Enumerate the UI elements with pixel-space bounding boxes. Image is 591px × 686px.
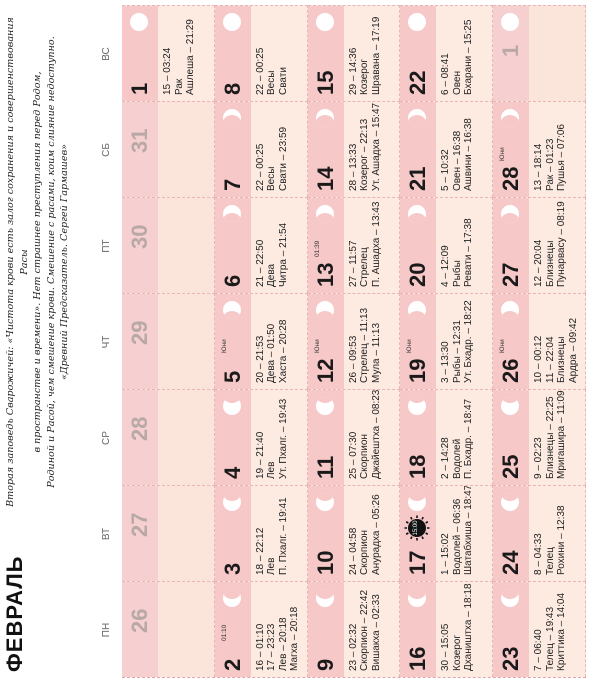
day-number: 3 (219, 562, 245, 575)
moon-phase-icon (223, 397, 241, 415)
event-line: Пушья – 07:06 (556, 124, 568, 191)
day-number: 8 (219, 82, 245, 95)
day-cell (493, 5, 586, 101)
event-line: 7 – 06:40 (533, 629, 545, 671)
weekday-6: СБ (101, 143, 112, 157)
day-number: 16 (405, 646, 431, 671)
moon-phase-icon (130, 13, 148, 31)
event-line: 4 – 12:09 (440, 245, 452, 287)
moon-shadow (316, 213, 334, 223)
event-line: Водолей – 06:36 (451, 498, 463, 575)
day-events (440, 106, 475, 191)
eclipse-icon (404, 515, 430, 541)
day-events (255, 394, 290, 479)
event-line: 16 – 01:10 (254, 623, 266, 671)
day-cell (215, 581, 308, 677)
day-cell (400, 197, 493, 293)
event-line: Дева – 01:50 (266, 323, 278, 383)
day-number: 5 (219, 370, 245, 383)
moon-shadow (501, 115, 519, 127)
moon-phase-icon (501, 205, 519, 223)
epigraph (4, 6, 72, 518)
event-line: Рыбы (451, 260, 463, 287)
day-number: 26 (498, 358, 524, 383)
event-line: Ашвини – 16:38 (463, 118, 475, 191)
day-events (533, 298, 579, 383)
event-line: Хаста – 20:28 (277, 319, 289, 383)
event-line: Телец (544, 547, 556, 575)
moon-phase-icon (223, 493, 241, 511)
epigraph-line: Родиной и Расой, чем смешение крови. Смешение с расами, коим слияние недоступно. (45, 36, 57, 488)
day-number: 24 (498, 550, 524, 575)
event-line: Анурадха – 05:26 (370, 494, 382, 575)
day-number: 28 (127, 416, 152, 441)
moon-shadow (316, 589, 334, 599)
event-line: Скорпион (359, 530, 371, 575)
day-number: 30 (127, 224, 152, 249)
moon-shadow (408, 397, 426, 403)
event-line: Козерог (359, 58, 371, 95)
moon-shadow (501, 213, 519, 223)
event-line: Дева (266, 263, 278, 287)
event-line: Дхаништха – 18:18 (463, 583, 475, 671)
epigraph-line: Вторая заповедь Сварожичей: «Чистота крови есть залог сохранения и совершенствования Расы (5, 17, 30, 507)
time-note: Юни (220, 339, 228, 353)
day-cell (308, 581, 401, 677)
event-line: 19 – 21:40 (254, 431, 266, 479)
day-cell (493, 581, 586, 677)
event-line: Бхарани – 15:25 (463, 19, 475, 95)
moon-phase-icon (316, 109, 334, 127)
day-cell (122, 581, 215, 677)
day-events (255, 202, 290, 287)
event-line: Стрелец (359, 247, 371, 287)
event-line: Весы (266, 166, 278, 191)
day-number: 21 (405, 166, 431, 191)
event-line: Читра – 21:54 (277, 222, 289, 287)
event-line: 5 – 10:32 (440, 149, 452, 191)
day-cell (122, 485, 215, 581)
epigraph-line: в пространстве и времени». Нет страшнее преступления перед Родом, (32, 71, 44, 453)
day-number: 6 (219, 274, 245, 287)
epigraph-line: «Древний Предсказатель. Сергей Гармашев» (59, 143, 71, 381)
event-line: Лев – 20:18 (277, 617, 289, 671)
moon-shadow (223, 115, 241, 127)
day-events (255, 586, 301, 671)
day-events (533, 490, 568, 575)
event-line: 28 – 13:33 (347, 143, 359, 191)
day-events (440, 583, 475, 671)
moon-phase-icon (316, 301, 334, 319)
event-line: Рак (173, 78, 185, 95)
event-line: Ашлеша – 21:29 (185, 19, 196, 95)
moon-shadow (408, 213, 426, 223)
day-events (347, 102, 383, 191)
day-cell (308, 5, 401, 101)
day-number: 11 (312, 455, 338, 479)
event-line: Водолей (451, 438, 463, 479)
moon-shadow (223, 589, 241, 599)
day-events (440, 10, 475, 95)
day-events (255, 490, 290, 575)
time-note: 01:39 (313, 240, 321, 257)
time-note: 01:10 (220, 624, 228, 641)
event-line: Вишакха – 02:33 (370, 594, 382, 671)
event-line: 3 – 13:30 (440, 341, 452, 383)
day-cell (493, 485, 586, 581)
moon-phase-icon (501, 109, 519, 127)
day-cell (122, 293, 215, 389)
event-line: Ут. Бхадр. – 18:22 (463, 300, 475, 383)
event-line: Ардра – 09:42 (567, 317, 579, 383)
day-cell (215, 101, 308, 197)
day-events (440, 394, 475, 479)
day-number: 18 (405, 454, 431, 479)
event-line: 25 – 07:30 (347, 431, 359, 479)
moon-phase-icon (223, 13, 241, 31)
event-line: Козерог – 22:13 (359, 118, 371, 191)
weekday-4: ЧТ (101, 335, 112, 349)
day-cell (308, 293, 401, 389)
event-line: Лев (266, 557, 278, 575)
day-number: 31 (127, 128, 152, 153)
event-line: 2 – 14:28 (440, 437, 452, 479)
moon-phase-icon (316, 13, 334, 31)
event-line: П. Ашадха – 13:43 (370, 201, 382, 287)
day-number: 29 (127, 320, 152, 345)
moon-phase-icon (408, 205, 426, 223)
moon-phase-icon (316, 397, 334, 415)
event-line: Рак – 01:23 (544, 138, 556, 191)
time-note: Юни (499, 147, 507, 161)
day-cell (122, 389, 215, 485)
day-events (348, 10, 383, 95)
day-number: 2 (219, 658, 245, 671)
event-line: Овен – 16:38 (451, 130, 463, 191)
day-number: 26 (127, 608, 152, 633)
event-line: 15 – 03:24 (162, 47, 173, 95)
day-number: 19 (405, 358, 431, 383)
moon-phase-icon (408, 301, 426, 319)
day-number: 7 (219, 178, 245, 191)
day-events (533, 586, 568, 671)
moon-shadow (501, 493, 519, 501)
day-cell (493, 197, 586, 293)
event-line: Рыбы – 12:31 (451, 320, 463, 383)
event-line: 20 – 21:53 (254, 335, 266, 383)
event-line: Ут. Пхалг. – 19:43 (277, 398, 289, 479)
day-number: 17 (405, 550, 431, 575)
moon-shadow (408, 311, 426, 319)
day-events (440, 202, 475, 287)
event-line: Криттика – 14:04 (556, 592, 568, 671)
day-cell (308, 389, 401, 485)
moon-shadow (223, 311, 241, 319)
day-events (440, 485, 475, 575)
month-title: ФЕВРАЛЬ (2, 555, 27, 672)
weekday-7: ВС (101, 47, 112, 61)
moon-shadow (223, 213, 241, 223)
day-events (255, 10, 290, 95)
weekday-2: ВТ (101, 527, 112, 541)
event-line: 9 – 02:23 (533, 437, 545, 479)
day-number: 4 (219, 466, 245, 479)
event-line: Свати – 23:59 (277, 126, 289, 191)
event-line: 22 – 00:25 (254, 143, 266, 191)
event-line: Пунарвасу – 08:19 (556, 201, 568, 287)
event-line: 13 – 18:14 (533, 143, 545, 191)
day-events (533, 202, 568, 287)
event-line: 17 – 23:23 (266, 623, 278, 671)
event-line: Мригашира – 11:09 (556, 390, 568, 479)
event-line: Телец – 19:43 (544, 606, 556, 671)
day-cell (308, 485, 401, 581)
event-line: Козерог (451, 634, 463, 671)
moon-phase-icon (316, 493, 334, 511)
day-number: 1 (498, 44, 524, 57)
day-cell (400, 581, 493, 677)
weekday-header (92, 6, 122, 678)
moon-shadow (223, 493, 241, 501)
event-line: Ут. Ашадха – 15:47 (370, 102, 382, 191)
day-number: 20 (405, 262, 431, 287)
event-line: П. Бхадр. – 18:47 (463, 398, 475, 479)
day-cell (400, 485, 493, 581)
moon-shadow (316, 115, 334, 127)
day-cell (122, 101, 215, 197)
event-line: 29 – 14:36 (347, 47, 359, 95)
day-cell (400, 101, 493, 197)
day-number: 27 (127, 512, 152, 537)
event-line: Джайештха – 08:23 (370, 389, 382, 479)
weekday-5: ПТ (101, 239, 112, 253)
moon-shadow (223, 397, 241, 403)
moon-phase-icon (223, 589, 241, 607)
moon-shadow (316, 493, 334, 501)
time-note: Юни (406, 339, 414, 353)
day-cell (215, 485, 308, 581)
day-events (440, 298, 475, 383)
day-number: 14 (312, 166, 338, 191)
day-number: 15 (312, 70, 338, 95)
day-cell (400, 389, 493, 485)
event-line: 18 – 22:12 (254, 527, 266, 575)
event-line: 10 – 00:12 (533, 335, 545, 383)
day-number: 22 (405, 70, 431, 95)
day-number: 1 (127, 82, 152, 95)
event-line: Скорпион (359, 434, 371, 479)
event-line: Мула – 11:13 (370, 322, 382, 383)
event-line: Лев (266, 461, 278, 479)
day-events (255, 298, 290, 383)
day-number: 28 (498, 166, 524, 191)
event-line: П. Пхалг. – 19:41 (277, 497, 289, 575)
day-events (533, 106, 568, 191)
event-line: Ревати – 17:38 (463, 218, 475, 287)
day-cell (400, 293, 493, 389)
event-line: 22 – 00:25 (254, 47, 266, 95)
moon-phase-icon (223, 205, 241, 223)
days-grid (122, 5, 586, 678)
event-line: Скорпион – 22:42 (359, 589, 371, 671)
moon-phase-icon (316, 589, 334, 607)
event-line: 30 – 15:05 (440, 623, 452, 671)
day-events (533, 390, 568, 479)
day-cell (215, 5, 308, 101)
moon-shadow (408, 493, 426, 501)
event-line: 27 – 11:57 (347, 240, 359, 287)
day-cell (308, 101, 401, 197)
day-number: 10 (312, 550, 338, 575)
event-line: 11 – 22:04 (544, 336, 556, 383)
day-cell (215, 389, 308, 485)
moon-phase-icon (223, 109, 241, 127)
event-line: Магха – 20:18 (289, 606, 301, 671)
day-number: 12 (312, 358, 338, 383)
day-number: 9 (312, 658, 338, 671)
event-line: Свати (277, 67, 289, 95)
day-number: 27 (498, 262, 524, 287)
moon-shadow (501, 397, 519, 403)
moon-phase-icon (501, 301, 519, 319)
day-events (347, 389, 383, 479)
day-cell (493, 389, 586, 485)
day-cell (122, 5, 215, 101)
day-cell (215, 197, 308, 293)
event-line: Близнецы – 22:25 (544, 396, 556, 479)
event-line: 23 – 02:32 (347, 623, 359, 671)
event-line: 12 – 20:04 (533, 239, 545, 287)
moon-shadow (316, 397, 334, 403)
day-number: 25 (498, 454, 524, 479)
event-line: 8 – 04:33 (533, 533, 545, 575)
moon-shadow (316, 311, 334, 319)
day-events (255, 106, 290, 191)
moon-shadow (501, 589, 519, 599)
moon-shadow (408, 589, 426, 599)
event-line: Близнецы (544, 240, 556, 287)
event-line: Рохини – 12:38 (556, 505, 568, 575)
event-line: 21 – 22:50 (254, 239, 266, 287)
weekday-3: СР (101, 431, 112, 445)
event-line: 24 – 04:58 (347, 527, 359, 575)
day-events (348, 586, 383, 671)
time-note: Юни (313, 339, 321, 353)
day-cell (308, 197, 401, 293)
eclipse-time: 15:00 (413, 520, 420, 536)
event-line: Шатабхиша – 18:47 (463, 485, 475, 575)
day-events (162, 10, 197, 95)
day-number: 13 (312, 262, 338, 287)
event-line: 26 – 09:53 (347, 335, 359, 383)
day-events (348, 202, 383, 287)
weekday-1: ПН (101, 622, 112, 638)
event-line: 1 – 15:02 (440, 533, 452, 575)
moon-phase-icon (408, 109, 426, 127)
event-line: Шравана – 17:19 (370, 16, 382, 95)
day-cell (493, 293, 586, 389)
moon-shadow (501, 311, 519, 319)
day-cell (400, 5, 493, 101)
day-cell (122, 197, 215, 293)
event-line: Близнецы (556, 336, 568, 383)
moon-phase-icon (223, 301, 241, 319)
day-number: 23 (498, 646, 524, 671)
day-events (348, 490, 383, 575)
event-line: 6 – 08:41 (440, 53, 452, 95)
calendar-grid (92, 6, 586, 678)
event-line: Овен (451, 70, 463, 95)
event-line: Весы (266, 70, 278, 95)
moon-shadow (408, 115, 426, 127)
day-events (348, 298, 383, 383)
moon-phase-icon (316, 205, 334, 223)
day-cell (215, 293, 308, 389)
time-note: Юни (499, 339, 507, 353)
event-line: Стрелец – 11:13 (359, 307, 371, 383)
day-cell (493, 101, 586, 197)
